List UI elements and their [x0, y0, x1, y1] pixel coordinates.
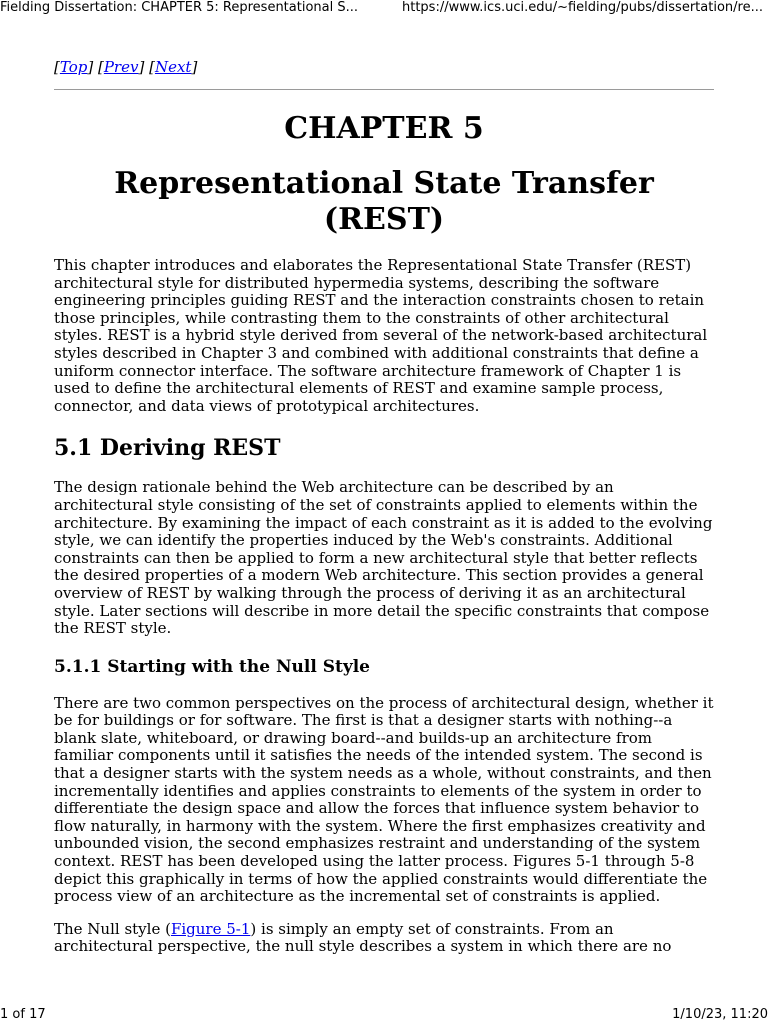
nav-bar: [Top] [Prev] [Next] — [54, 58, 198, 76]
divider — [54, 89, 714, 90]
section-5-1-1-paragraph-1: There are two common perspectives on the process of architectural design, whether it be for buildings or for software. The first is that a designer starts with nothing--a blank slate, whiteboard, or drawing board--and builds-up an architecture from familiar components until it satisfies the needs of the intended system. The second is that a designer starts with the system needs as a whole, without constraints, and then incrementally identifies and applies constraints to elements of the system in order to differentiate the design space and allow the forces that influence system behavior to flow naturally, in harmony with the system. Where the first emphasizes creativity and unbounded vision, the second emphasizes restraint and understanding of the system context. REST has been developed using the latter process. Figures 5-1 through 5-8 depict this graphically in terms of how the applied constraints would differentiate the process view of an architecture as the incremental set of constraints is applied. — [54, 693, 714, 906]
figure-5-1-link[interactable]: Figure 5-1 — [170, 919, 251, 938]
nav-prev-link[interactable]: Prev — [103, 58, 139, 76]
document-body — [54, 58, 714, 956]
para2-text-after: ) is simply an empty set of constraints. From an architectural perspective, the null style describes a system in which there are no — [54, 919, 672, 956]
section-5-1-1-paragraph-2 — [54, 921, 714, 956]
chapter-title: Representational State Transfer (REST) — [114, 166, 654, 237]
print-header — [0, 0, 768, 18]
print-footer-datetime: 1/10/23, 11:20 — [672, 1007, 768, 1022]
para2-text-before: The Null style ( — [54, 919, 171, 938]
nav-top-link[interactable]: Top — [59, 58, 88, 76]
section-heading-5-1: 5.1 Deriving REST — [54, 435, 281, 462]
section-5-1-paragraph: The design rationale behind the Web architecture can be described by an architectural style consisting of the set of constraints applied to elements within the architecture. By examining the impact of each constraint as it is added to the evolving style, we can identify the properties induced by the Web's constraints. Additional constraints can then be applied to form a new architectural style that better reflects the desired properties of a modern Web architecture. This section provides a general overview of REST by walking through the process of deriving it as an architectural style. Later sections will describe in more detail the specific constraints that compose the REST style. — [54, 478, 713, 638]
print-footer — [0, 1007, 768, 1025]
chapter-label: CHAPTER 5 — [284, 111, 484, 146]
nav-next-link[interactable]: Next — [154, 58, 192, 76]
print-header-title: Fielding Dissertation: CHAPTER 5: Representational S... — [0, 0, 359, 15]
intro-paragraph: This chapter introduces and elaborates the Representational State Transfer (REST) architectural style for distributed hypermedia systems, describing the software engineering principles guiding REST and the interaction constraints chosen to retain those principles, while contrasting them to the constraints of other architectural styles. REST is a hybrid style derived from several of the network-based architectural styles described in Chapter 3 and combined with additional constraints that define a uniform connector interface. The software architecture framework of Chapter 1 is used to define the architectural elements of REST and examine sample process, connector, and data views of prototypical architectures. — [54, 256, 708, 415]
section-heading-5-1-1: 5.1.1 Starting with the Null Style — [54, 656, 371, 677]
print-header-url: https://www.ics.uci.edu/~fielding/pubs/dissertation/re... — [402, 0, 763, 15]
print-footer-page: 1 of 17 — [0, 1007, 46, 1022]
